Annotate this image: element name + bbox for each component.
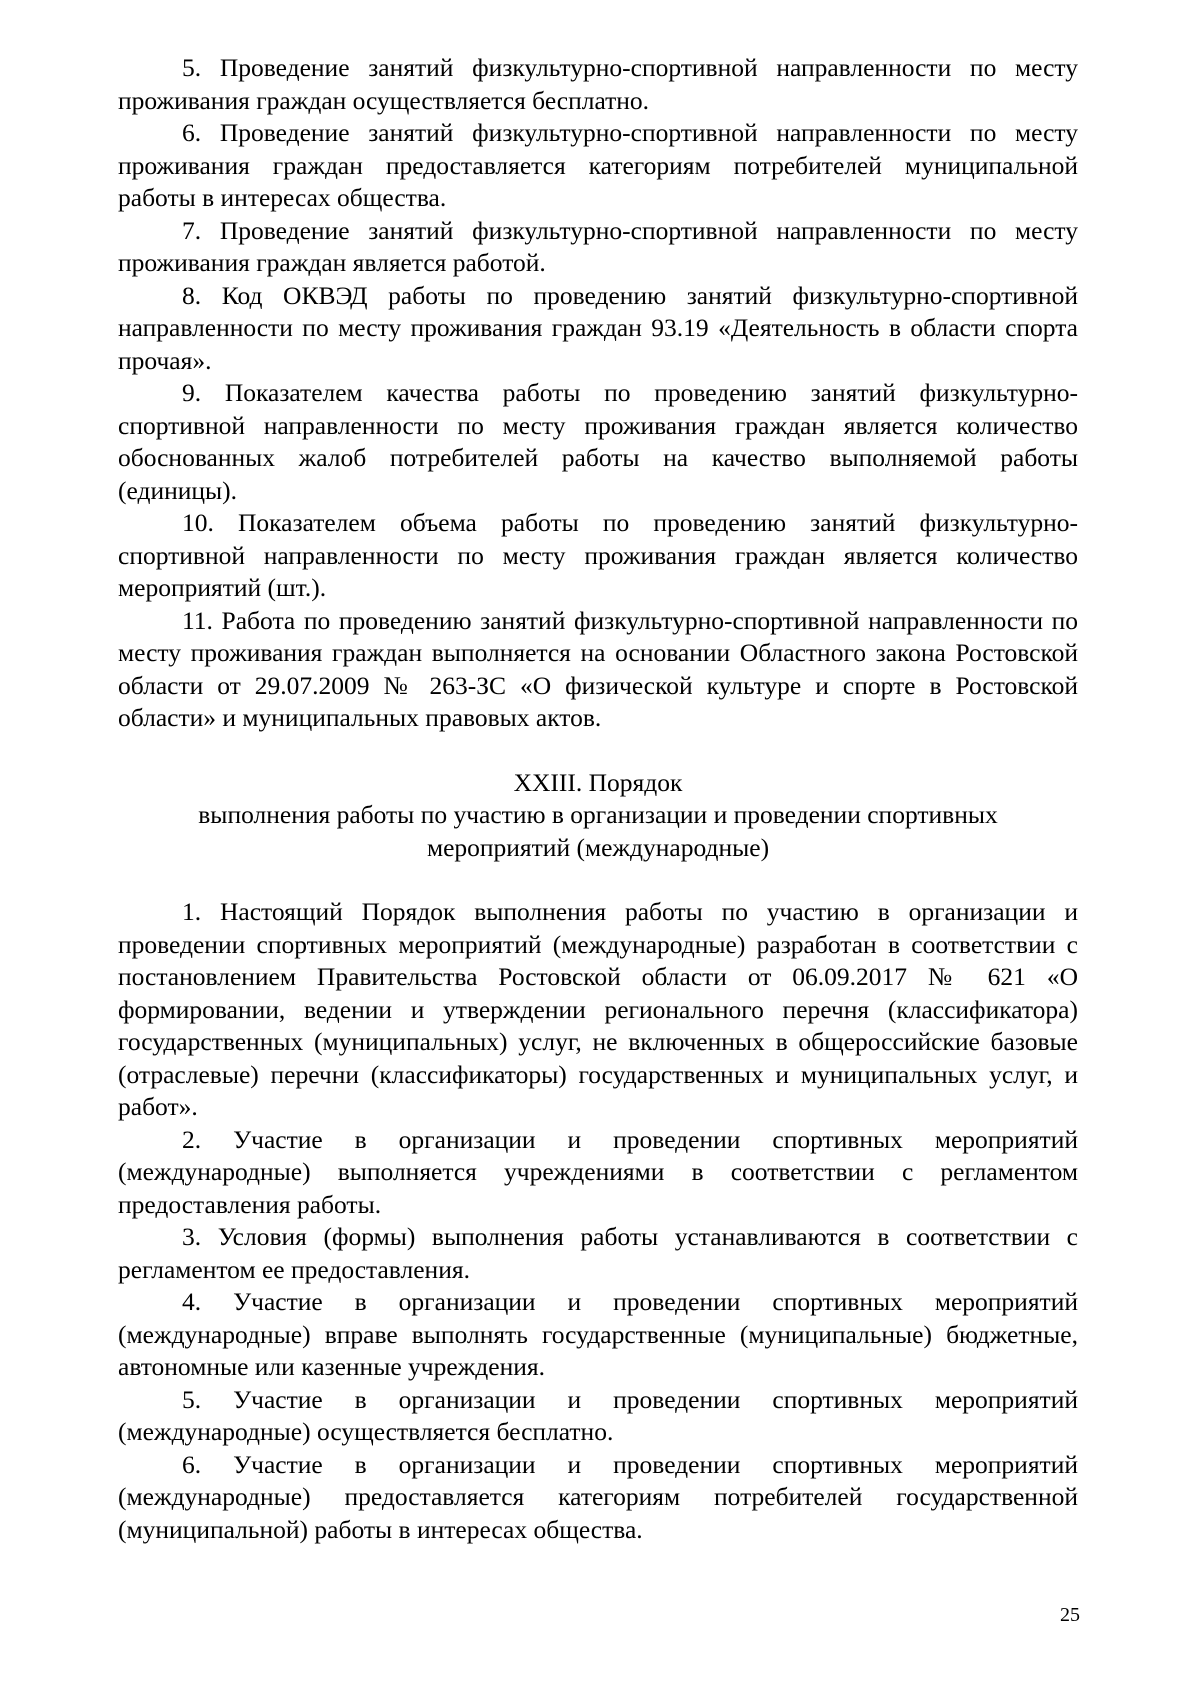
section-heading: [118, 767, 1078, 865]
section-heading-title-line1: выполнения работы по участию в организации и проведении спортивных: [198, 800, 998, 829]
paragraph-xxiii-6: 6. Участие в организации и проведении спортивных мероприятий (международные) предоставляется категориям потребителей государственной (муниципальной) работы в интересах общества.: [118, 1449, 1078, 1544]
paragraph-xxiii-2: 2. Участие в организации и проведении спортивных мероприятий (международные) выполняется учреждениями в соответствии с регламентом предоставления работы.: [118, 1124, 1078, 1219]
section-heading-title-line2: мероприятий (международные): [426, 832, 770, 862]
document-page: [118, 52, 1078, 1546]
paragraph-prev-7: 7. Проведение занятий физкультурно-спортивной направленности по месту проживания граждан является работой.: [118, 215, 1078, 277]
paragraph-xxiii-3: 3. Условия (формы) выполнения работы устанавливаются в соответствии с регламентом ее предоставления.: [118, 1222, 1078, 1284]
paragraph-prev-5: 5. Проведение занятий физкультурно-спортивной направленности по месту проживания граждан осуществляется бесплатно.: [118, 53, 1078, 115]
paragraph-prev-11: 11. Работа по проведению занятий физкультурно-спортивной направленности по месту проживания граждан выполняется на основании Областного закона Ростовской области от 29.07.2009 № 263-ЗС «О физической культуре и спорте в Ростовской области» и муниципальных правовых актов.: [118, 605, 1078, 732]
paragraph-prev-10: 10. Показателем объема работы по проведению занятий физкультурно-спортивной направленности по месту проживания граждан является количество мероприятий (шт.).: [118, 508, 1078, 602]
paragraph-xxiii-4: 4. Участие в организации и проведении спортивных мероприятий (международные) вправе выполнять государственные (муниципальные) бюджетные, автономные или казенные учреждения.: [118, 1287, 1078, 1381]
paragraph-xxiii-5: 5. Участие в организации и проведении спортивных мероприятий (международные) осуществляется бесплатно.: [118, 1384, 1078, 1446]
page-number: 25: [1060, 1604, 1080, 1626]
paragraph-xxiii-1: 1. Настоящий Порядок выполнения работы по участию в организации и проведении спортивных мероприятий (международные) разработан в соответствии с постановлением Правительства Ростовской области от 06.09.2017 № 621 «О формировании, ведении и утверждении регионального перечня (классификатора) государственных (муниципальных) услуг, не включенных в общероссийские базовые (отраслевые) перечни (классификаторы) государственных и муниципальных услуг, и работ».: [118, 897, 1078, 1121]
paragraph-prev-8: 8. Код ОКВЭД работы по проведению занятий физкультурно-спортивной направленности по месту проживания граждан 93.19 «Деятельность в области спорта прочая».: [118, 280, 1078, 375]
paragraph-prev-9: 9. Показателем качества работы по проведению занятий физкультурно-спортивной направленности по месту проживания граждан является количество обоснованных жалоб потребителей работы на качество выполняемой работы (единицы).: [118, 378, 1078, 505]
paragraph-prev-6: 6. Проведение занятий физкультурно-спортивной направленности по месту проживания граждан предоставляется категориям потребителей муниципальной работы в интересах общества.: [118, 118, 1078, 212]
section-heading-number: XXIII. Порядок: [513, 767, 683, 797]
